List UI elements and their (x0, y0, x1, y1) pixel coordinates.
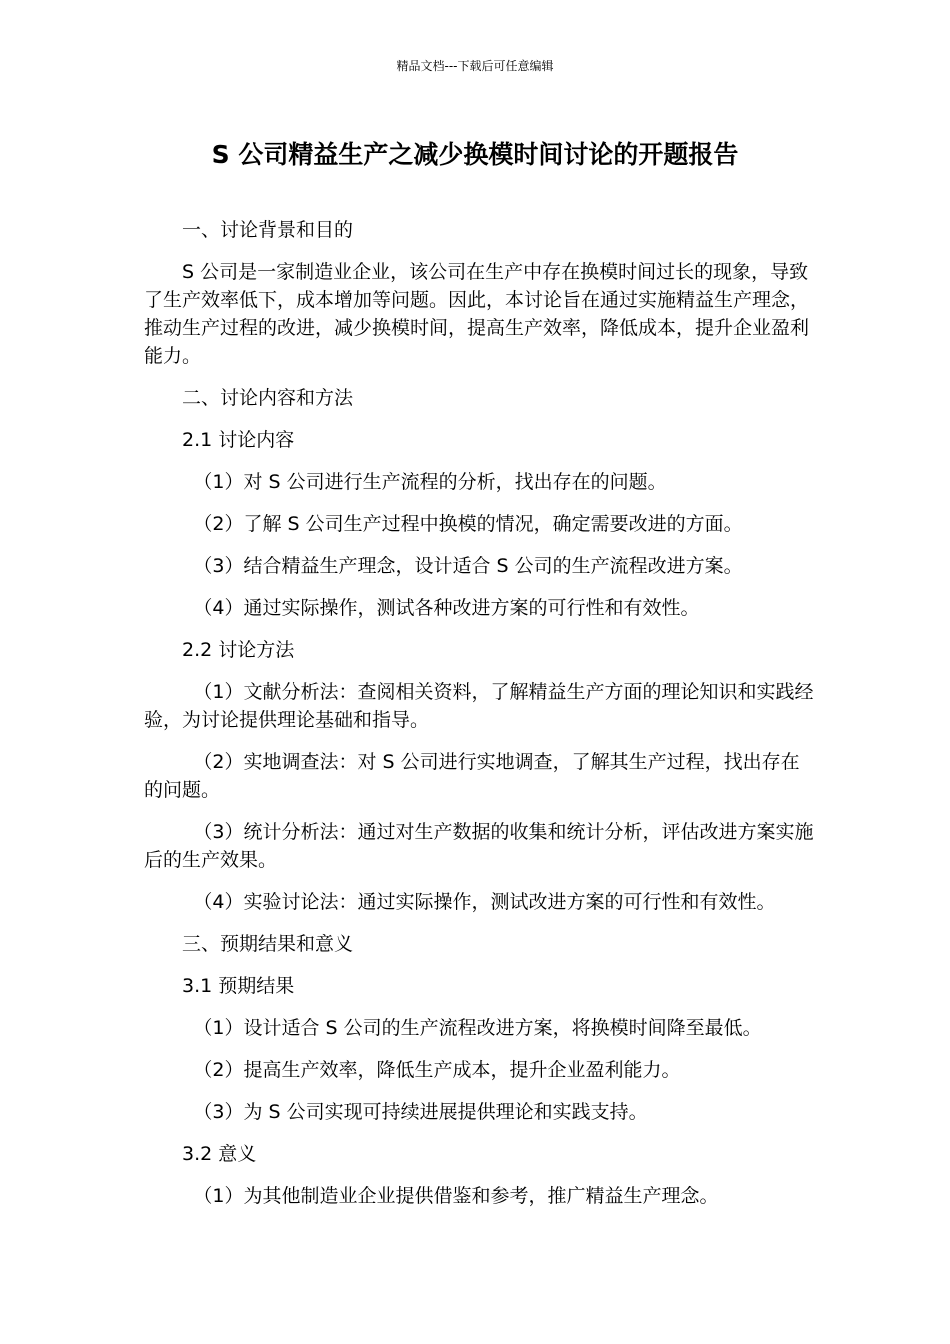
subsection-heading: 2.1 讨论内容 (182, 429, 295, 451)
header-note: 精品文档---下载后可任意编辑 (396, 59, 554, 73)
list-item: （4）通过实际操作，测试各种改进方案的可行性和有效性。 (193, 597, 700, 619)
list-item: （2）提高生产效率，降低生产成本，提升企业盈利能力。 (193, 1059, 681, 1081)
list-item: （2）实地调查法：对 S 公司进行实地调查，了解其生产过程，找出存在的问题。 (144, 751, 800, 801)
section-heading: 一、讨论背景和目的 (182, 219, 354, 241)
section-heading: 二、讨论内容和方法 (182, 387, 354, 409)
list-item: （3）统计分析法：通过对生产数据的收集和统计分析，评估改进方案实施后的生产效果。 (144, 821, 814, 871)
subsection-heading: 2.2 讨论方法 (182, 639, 295, 661)
subsection-heading: 3.1 预期结果 (182, 975, 295, 997)
list-item: （2）了解 S 公司生产过程中换模的情况，确定需要改进的方面。 (193, 513, 743, 535)
document-body (144, 216, 816, 1224)
list-item: （3）为 S 公司实现可持续进展提供理论和实践支持。 (193, 1101, 648, 1123)
body-paragraph: S 公司是一家制造业企业，该公司在生产中存在换模时间过长的现象，导致了生产效率低下，成本增加等问题。因此，本讨论旨在通过实施精益生产理念，推动生产过程的改进，减少换模时间，提高生产效率，降低成本，提升企业盈利能力。 (144, 261, 810, 367)
list-item: （1）为其他制造业企业提供借鉴和参考，推广精益生产理念。 (193, 1185, 719, 1207)
subsection-heading: 3.2 意义 (182, 1143, 257, 1165)
section-heading: 三、预期结果和意义 (182, 933, 354, 955)
list-item: （4）实验讨论法：通过实际操作，测试改进方案的可行性和有效性。 (193, 891, 776, 913)
list-item: （1）设计适合 S 公司的生产流程改进方案，将换模时间降至最低。 (193, 1017, 762, 1039)
list-item: （1）对 S 公司进行生产流程的分析，找出存在的问题。 (193, 471, 667, 493)
list-item: （3）结合精益生产理念，设计适合 S 公司的生产流程改进方案。 (193, 555, 743, 577)
list-item: （1）文献分析法：查阅相关资料，了解精益生产方面的理论知识和实践经验，为讨论提供理论基础和指导。 (144, 681, 814, 731)
document-title: S 公司精益生产之减少换模时间讨论的开题报告 (211, 140, 739, 169)
